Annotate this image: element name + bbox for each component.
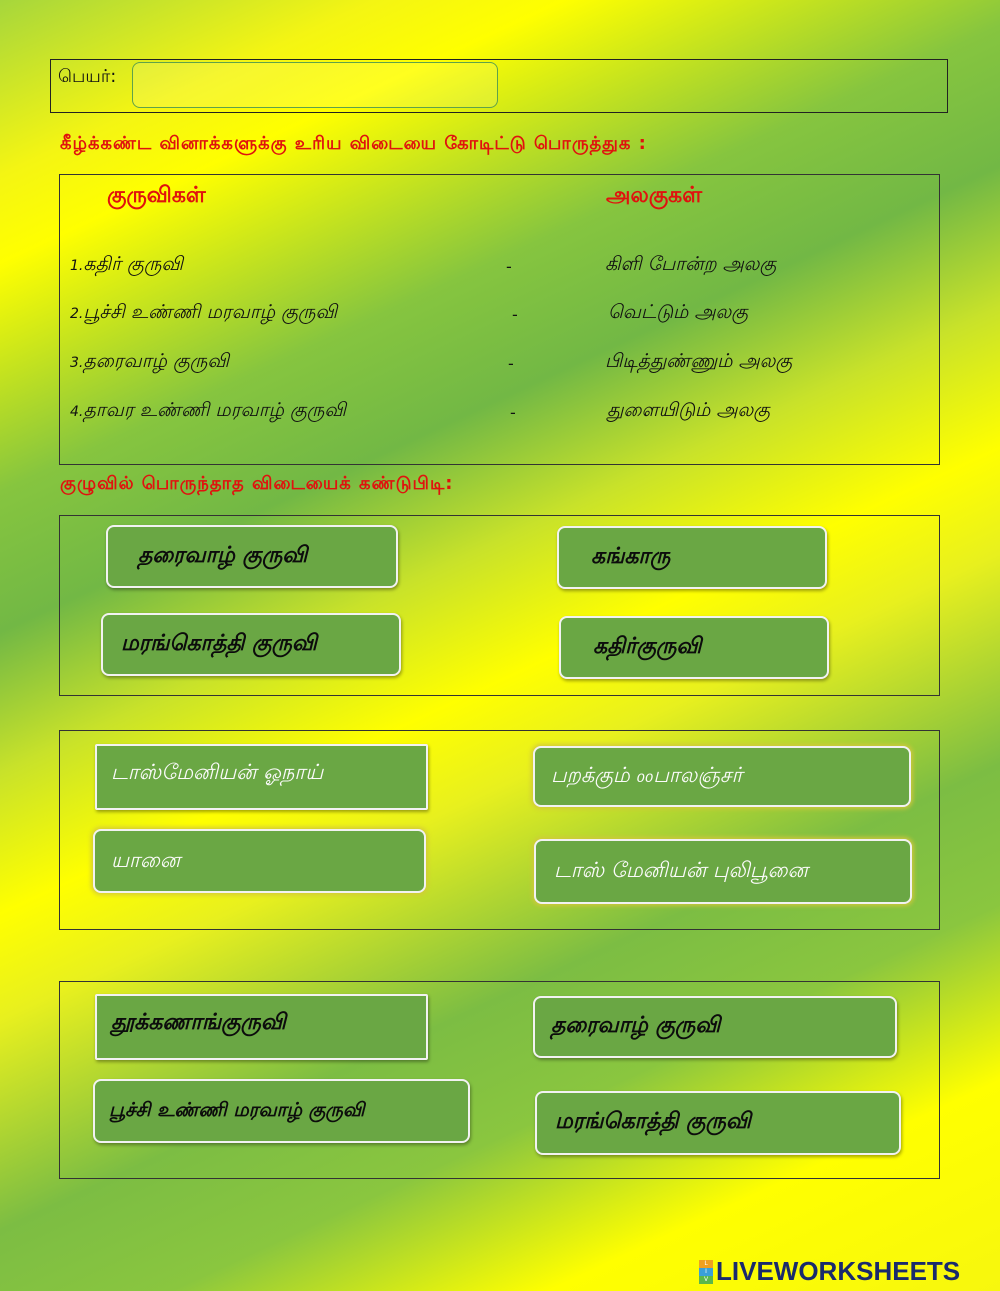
name-input[interactable] [132,62,498,108]
group-3-option-3[interactable]: பூச்சி உண்ணி மரவாழ் குருவி [93,1079,470,1143]
liveworksheets-logo [699,1256,960,1287]
birds-header: குருவிகள் [107,183,206,208]
group-2-option-4[interactable]: டாஸ் மேனியன் புலிபூனை [534,839,912,904]
group-1-option-3[interactable]: மரங்கொத்தி குருவி [101,613,401,676]
match-row-3-left: 3.தரைவாழ் குருவி [70,350,229,372]
match-row-2-dash: - [512,305,518,324]
match-row-1-left: 1.கதிர் குருவி [70,253,184,275]
logo-text: LIVEWORKSHEETS [716,1256,961,1286]
group-3-option-2[interactable]: தரைவாழ் குருவி [533,996,897,1058]
group-3-option-1[interactable]: தூக்கணாங்குருவி [95,994,428,1060]
match-row-4-left: 4.தாவர உண்ணி மரவாழ் குருவி [70,399,346,421]
group-2-option-2[interactable]: பறக்கும் ₀₀பாலஞ்சர் [533,746,911,807]
match-row-3-right: பிடித்துண்ணும் அலகு [605,350,793,372]
name-label: பெயர்: [58,66,117,87]
group-2-option-3[interactable]: யானை [93,829,426,893]
match-row-4-right: துளையிடும் அலகு [607,399,771,421]
match-row-2-right: வெட்டும் அலகு [608,301,749,323]
logo-blocks-icon: L I V [699,1260,713,1284]
match-instruction: கீழ்க்கண்ட வினாக்களுக்கு உரிய விடையை கோடிட்டு பொருத்துக : [60,133,647,154]
beaks-header: அலகுகள் [606,183,703,208]
group-1-option-1[interactable]: தரைவாழ் குருவி [106,525,398,588]
match-row-4-dash: - [510,403,516,422]
group-3-option-4[interactable]: மரங்கொத்தி குருவி [535,1091,901,1155]
group-2-option-1[interactable]: டாஸ்மேனியன் ஓநாய் [95,744,428,810]
match-row-2-left: 2.பூச்சி உண்ணி மரவாழ் குருவி [70,301,338,323]
match-row-1-right: கிளி போன்ற அலகு [605,253,777,275]
odd-one-instruction: குழுவில் பொருந்தாத விடையைக் கண்டுபிடி: [60,473,454,494]
group-1-option-2[interactable]: கங்காரு [557,526,827,589]
match-row-1-dash: - [506,257,512,276]
group-1-option-4[interactable]: கதிர்குருவி [559,616,829,679]
match-row-3-dash: - [508,354,514,373]
